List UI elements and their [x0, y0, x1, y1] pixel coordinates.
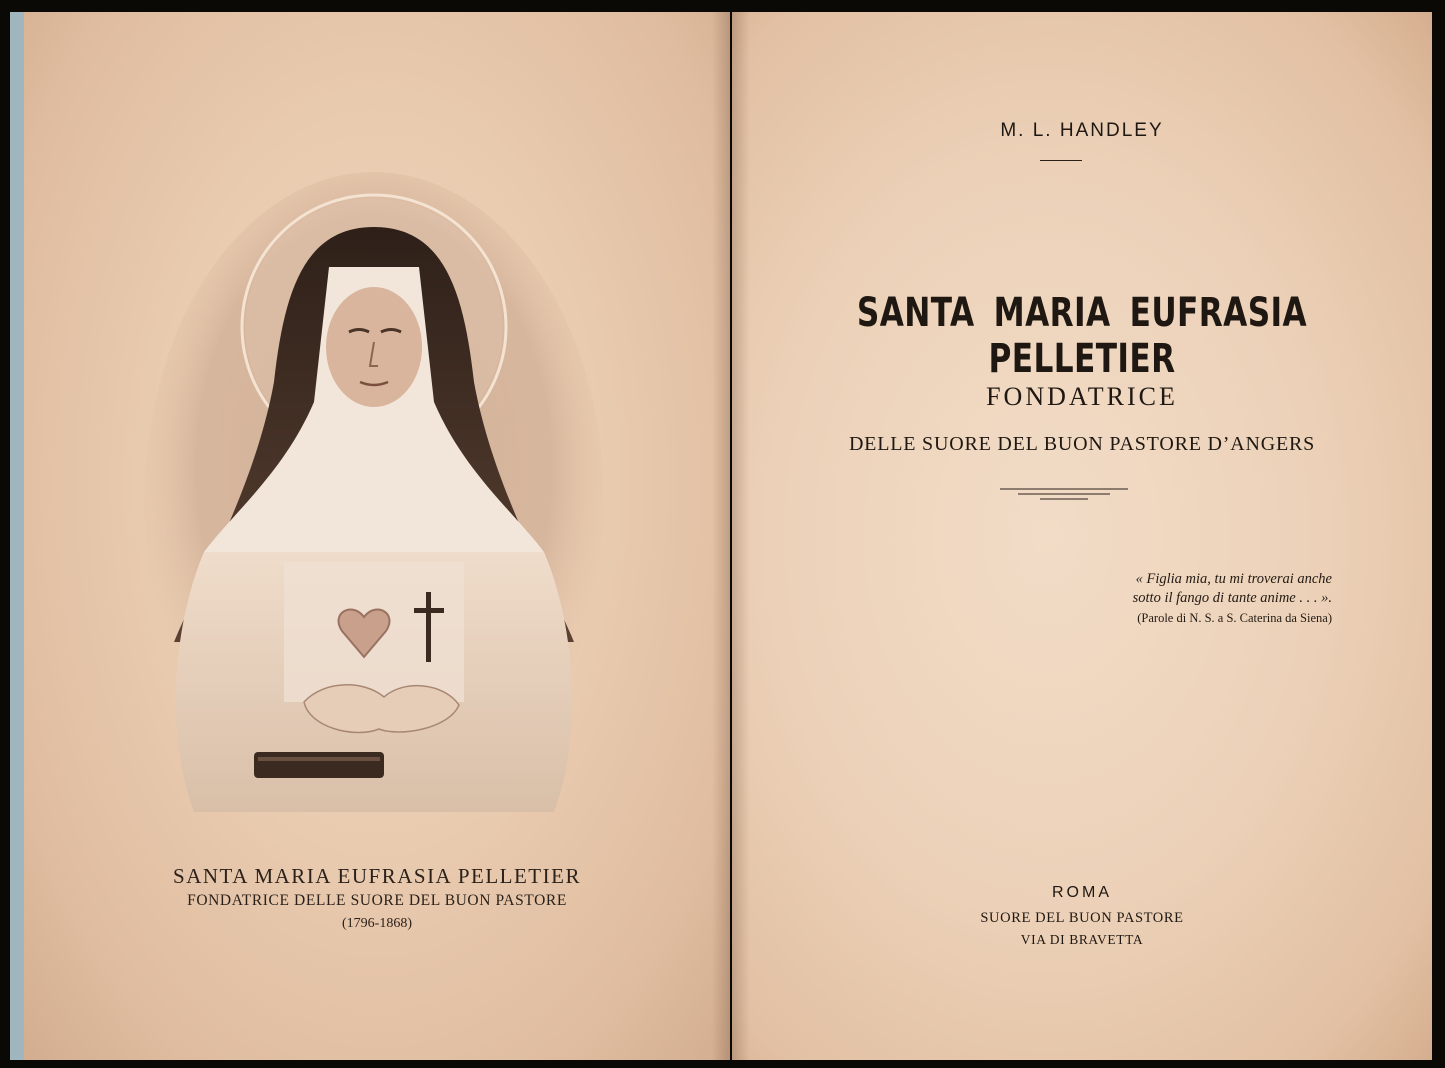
epigraph-line1: « Figlia mia, tu mi troverai anche — [1135, 571, 1332, 587]
imprint-publisher: SUORE DEL BUON PASTORE — [980, 910, 1184, 926]
imprint-city: ROMA — [1052, 884, 1112, 901]
portrait-caption-role: FONDATRICE DELLE SUORE DEL BUON PASTORE — [187, 892, 567, 909]
book-subtitle-line2: DELLE SUORE DEL BUON PASTORE D’ANGERS — [848, 433, 1316, 455]
ornamental-rules — [1000, 486, 1128, 502]
portrait-caption-name: SANTA MARIA EUFRASIA PELLETIER — [173, 864, 581, 888]
author-rule — [1040, 160, 1082, 161]
spine-shadow — [732, 12, 750, 1060]
epigraph-source: (Parole di N. S. a S. Caterina da Siena) — [1137, 611, 1332, 625]
left-page — [10, 12, 730, 1060]
portrait-caption-dates: (1796-1868) — [342, 916, 412, 931]
author-name: M. L. HANDLEY — [1000, 120, 1164, 141]
saint-portrait — [134, 172, 614, 852]
book-subtitle: FONDATRICE — [986, 382, 1178, 411]
epigraph — [1133, 570, 1332, 628]
right-page — [732, 12, 1432, 1060]
epigraph-line2: sotto il fango di tante anime . . . ». — [1132, 590, 1332, 606]
imprint-address: VIA DI BRAVETTA — [1020, 932, 1144, 947]
book-title: SANTA MARIA EUFRASIA PELLETIER — [856, 290, 1308, 382]
